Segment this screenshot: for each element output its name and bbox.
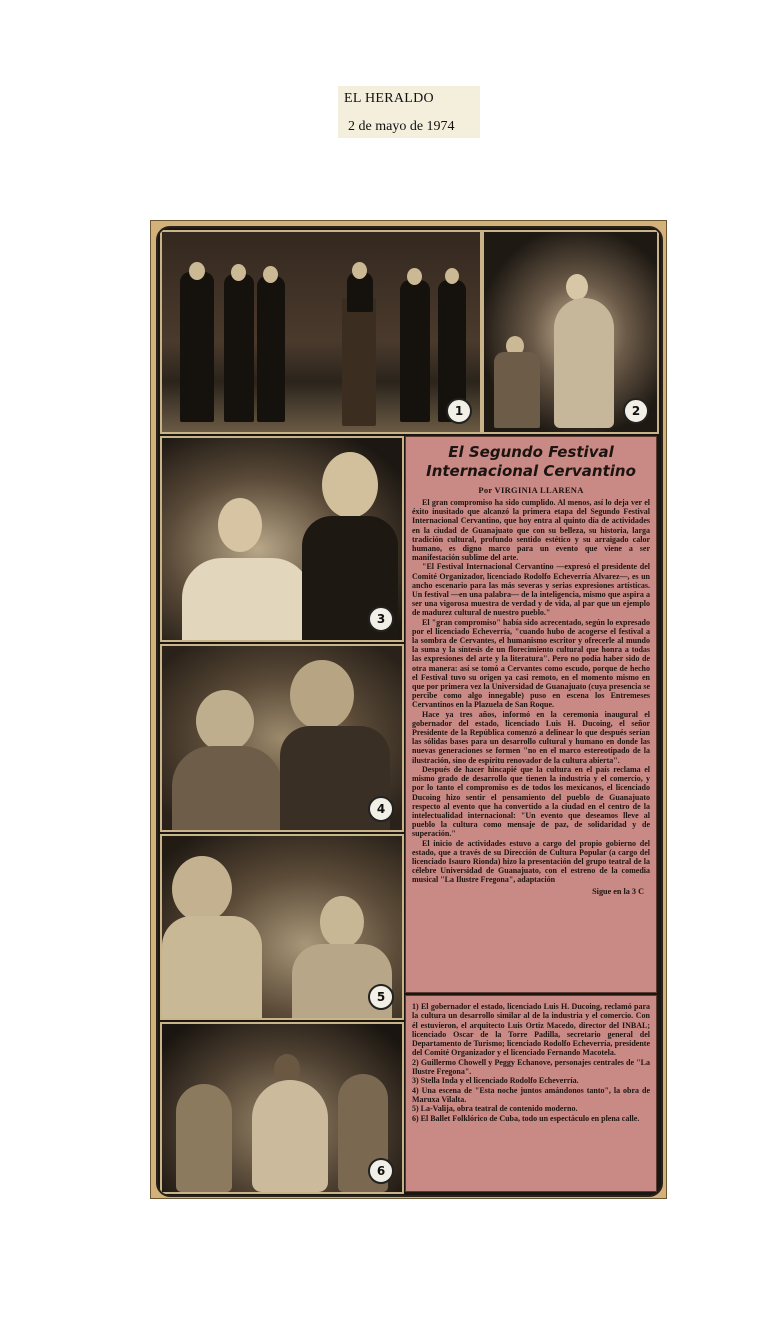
photo-figure <box>494 352 540 428</box>
photo-face <box>445 268 459 284</box>
photo-number-badge: 2 <box>623 398 649 424</box>
article-body <box>412 498 650 885</box>
photo-number-badge: 4 <box>368 796 394 822</box>
caption-item: 2) Guillermo Chowell y Peggy Echanove, personajes centrales de "La Ilustre Fregona". <box>412 1057 650 1077</box>
article-paragraph: "El Festival Internacional Cervantino —expresó el presidente del Comité Organizador, licenciado Rodolfo Echeverría Alvarez—, es un ancho escenario para las más severas y serias expresiones artísticas. Un festival —en una palabra— de la inteligencia, mismo que aspira a ser una vigorosa muestra de verdad y de vida, al par que un ejemplo de madurez cultural de nuestro pueblo." <box>412 562 650 618</box>
article-paragraph: Después de hacer hincapié que la cultura en el país reclama el mismo grado de desarrollo que tienen la industria y el comercio, y por lo tanto el compromiso es de todos los mexicanos, el licenciado Ducoing hizo sentir el pensamiento del pueblo de Guanajuato respecto al evento que ha convertido a la ciudad en el centro de la intelectualidad internacional: "Un evento que deseamos lleve al pueblo la cultura como mensaje de paz, de solidaridad y de superación." <box>412 764 650 839</box>
photo-face <box>196 690 254 752</box>
caption-item: 5) La-Valija, obra teatral de contenido moderno. <box>412 1104 578 1114</box>
caption-item: 3) Stella Inda y el licenciado Rodolfo Echeverría. <box>412 1076 579 1086</box>
photo-figure <box>182 558 312 640</box>
photo-figure <box>172 746 282 830</box>
article-title-line: El Segundo Festival <box>448 443 614 461</box>
photo-figure <box>224 274 254 422</box>
article-column <box>405 436 657 993</box>
photo-face <box>320 896 364 948</box>
photo-ballet-folklorico <box>160 1022 404 1194</box>
photo-face <box>322 452 378 518</box>
photo-face <box>218 498 262 552</box>
photo-face <box>172 856 232 922</box>
article-paragraph: Hace ya tres años, informó en la ceremonia inaugural el gobernador del estado, licenciado Luis H. Ducoing, el señor Presidente de la República comenzó a delinear lo que después serían las sólidas bases para un desarrollo cultural y humano en donde las nuevas generaciones se formen "no en el marco estereotipado de la ilustración, sino de espíritu renovador de la cultura abierta". <box>412 709 650 765</box>
article-paragraph: El inicio de actividades estuvo a cargo del propio gobierno del estado, que a través de su Dirección de Cultura Popular (a cargo del licenciado Isauro Rionda) hizo la presentación del grupo teatral de la célebre Universidad de Guanajuato, con el estreno de la comedia musical "La Ilustre Fregona", adaptación <box>412 838 650 885</box>
article-title <box>410 443 652 481</box>
article-paragraph: El gran compromiso ha sido cumplido. Al menos, así lo deja ver el éxito inusitado que alcanzó la primera etapa del Segundo Festival Internacional Cervantino, que hoy entra al quinto día de actividades en la ciudad de Guanajuato que con su belleza, su historia, larga tradición cultural, profundo sentido estético y su arraigado calor humano, es digno marco para un evento que viene a ser manifestación sublime del arte. <box>412 498 650 563</box>
photo-face <box>407 268 422 285</box>
photo-la-valija <box>160 834 404 1020</box>
article-paragraph: El "gran compromiso" había sido acrecentado, según lo expresado por el licenciado Echeverría, "cuando hubo de acogerse el festival a la sombra de Cervantes, el humanismo escritor y ofrecerle al mundo la suma y la síntesis de un florecimiento cultural que honra a todas las expresiones del arte y la literatura". Pero no podía haber sido de otra manera: así se tomó a Cervantes como escudo, porque de hecho el Festival tuvo su origen ya casi remoto, en el momento mismo en que por primera vez la Universidad de Guanajuato (cuya presencia se percibe como algo innegable) puso en escena los Entremeses Cervantinos en la Plazuela de San Roque. <box>412 617 650 710</box>
photo-stella-inda-echeverria <box>160 436 404 642</box>
photo-officials-stage <box>160 230 482 434</box>
article-title-line: Internacional Cervantino <box>426 462 636 480</box>
photo-figure <box>180 272 214 422</box>
photo-face <box>566 274 588 300</box>
photo-number-badge: 3 <box>368 606 394 632</box>
photo-face <box>352 262 367 279</box>
caption-item: 6) El Ballet Folklórico de Cuba, todo un espectáculo en plena calle. <box>412 1113 640 1123</box>
photo-face <box>189 262 205 280</box>
publication-date: 2 de mayo de 1974 <box>348 119 455 134</box>
newspaper-clipping <box>150 220 667 1199</box>
photo-figure <box>162 916 262 1018</box>
caption-item: 1) El gobernador el estado, licenciado Luis H. Ducoing, reclamó para la cultura un desarrollo similar al de la industria y el comercio. Con él estuvieron, el arquitecto Luis Ortiz Macedo, director del INBAL; licenciado Oscar de la Torre Padilla, secretario general del Departamento de Turismo; licenciado Rodolfo Echeverría, presidente del Comité Organizador y el licenciado Fernando Macotela. <box>412 1002 650 1058</box>
photo-face <box>263 266 278 283</box>
photo-theater-scene <box>160 644 404 832</box>
caption-item: 4) Una escena de "Esta noche juntos amándonos tanto", la obra de Maruxa Vilalta. <box>412 1085 650 1104</box>
clipping-source-label <box>338 86 480 138</box>
photo-figure <box>400 280 430 422</box>
photo-actors-costume <box>482 230 659 434</box>
photo-number-badge: 5 <box>368 984 394 1010</box>
clipping-frame <box>156 226 663 1197</box>
photo-face <box>231 264 246 281</box>
article-continued-note: Sigue en la 3 C <box>592 886 644 896</box>
photo-figure <box>554 298 614 428</box>
photo-captions <box>405 995 657 1192</box>
photo-face <box>290 660 354 730</box>
photo-figure <box>176 1084 232 1192</box>
photo-figure <box>252 1080 328 1192</box>
photo-number-badge: 6 <box>368 1158 394 1184</box>
newspaper-name: EL HERALDO <box>344 91 434 106</box>
photo-figure <box>257 276 285 422</box>
photo-podium <box>342 298 376 426</box>
article-byline: Por VIRGINIA LLARENA <box>478 485 584 495</box>
photo-number-badge: 1 <box>446 398 472 424</box>
